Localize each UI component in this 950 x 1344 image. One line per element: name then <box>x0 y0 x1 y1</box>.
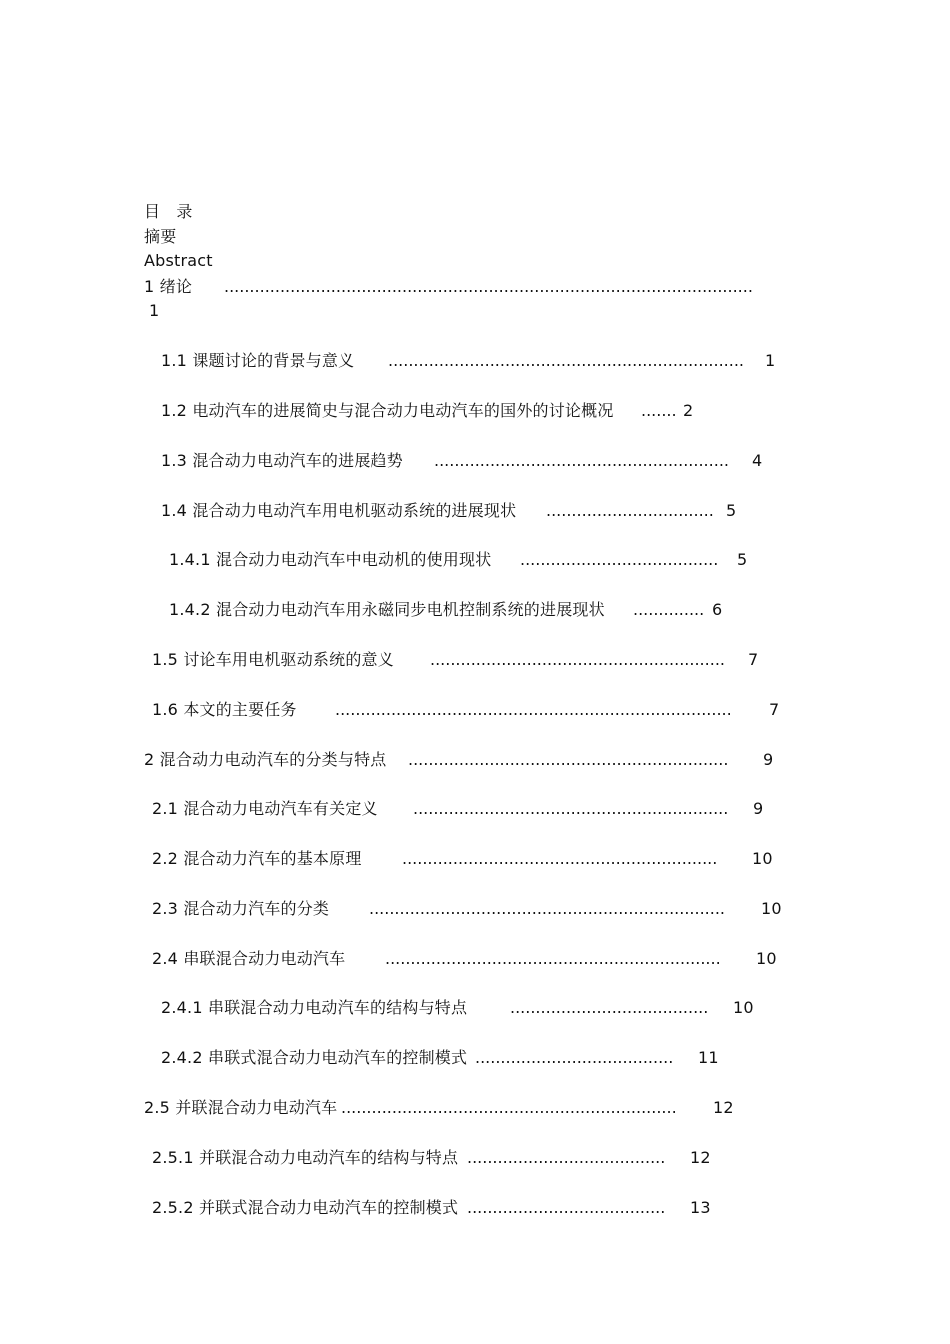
toc-entry-dots: ....................................... <box>510 998 709 1017</box>
toc-entry-label: 2.1 混合动力电动汽车有关定义 <box>152 799 378 818</box>
toc-entry-label: 2.4.2 串联式混合动力电动汽车的控制模式 <box>161 1048 468 1067</box>
toc-entry-dots: .............................................................. <box>402 849 718 868</box>
toc-entry-dots: ...................................................................... <box>369 899 726 918</box>
toc-entry-label: 2.2 混合动力汽车的基本原理 <box>152 849 362 868</box>
toc-entry-dots: ...................................................................... <box>388 351 745 370</box>
toc-entry-dots: ....................................... <box>520 550 719 569</box>
toc-entry-label: 1.5 讨论车用电机驱动系统的意义 <box>152 650 394 669</box>
toc-entry-page: 12 <box>713 1098 734 1117</box>
toc-entry-page: 1 <box>149 301 160 320</box>
toc-entry-label: 1.4.2 混合动力电动汽车用永磁同步电机控制系统的进展现状 <box>169 600 605 619</box>
toc-entry-label: 1.6 本文的主要任务 <box>152 700 297 719</box>
toc-entry-label: 1.4.1 混合动力电动汽车中电动机的使用现状 <box>169 550 492 569</box>
toc-abstract-cn: 摘要 <box>144 227 177 246</box>
toc-entry-dots: ....................................... <box>467 1148 666 1167</box>
toc-entry-page: 13 <box>690 1198 711 1217</box>
toc-abstract-en: Abstract <box>144 251 213 270</box>
toc-entry-label: 1.1 课题讨论的背景与意义 <box>161 351 355 370</box>
toc-entry-label: 2.5 并联混合动力电动汽车 <box>144 1098 338 1117</box>
toc-entry-page: 5 <box>737 550 748 569</box>
toc-entry-label: 2.3 混合动力汽车的分类 <box>152 899 330 918</box>
toc-entry-label: 2.5.2 并联式混合动力电动汽车的控制模式 <box>152 1198 459 1217</box>
toc-entry-page: 1 <box>765 351 776 370</box>
toc-entry-page: 9 <box>753 799 764 818</box>
toc-entry-dots: .............. <box>633 600 705 619</box>
toc-entry-page: 10 <box>733 998 754 1017</box>
toc-entry-dots: .......................................................... <box>430 650 725 669</box>
toc-entry-dots: .......................................................... <box>434 451 729 470</box>
toc-entry-label: 1 绪论 <box>144 277 193 296</box>
toc-entry-dots: .................................................................. <box>385 949 721 968</box>
toc-entry-dots: ....... <box>641 401 677 420</box>
toc-title: 目 录 <box>144 202 193 221</box>
toc-entry-label: 1.4 混合动力电动汽车用电机驱动系统的进展现状 <box>161 501 517 520</box>
toc-entry-dots: ................................. <box>546 501 714 520</box>
toc-entry-page: 10 <box>752 849 773 868</box>
toc-entry-dots: .............................................................................. <box>335 700 732 719</box>
toc-entry-dots: .............................................................. <box>413 799 729 818</box>
toc-entry-dots: ........................................................................................................ <box>224 277 753 296</box>
toc-entry-dots: ....................................... <box>467 1198 666 1217</box>
toc-entry-page: 6 <box>712 600 723 619</box>
toc-entry-page: 2 <box>683 401 694 420</box>
toc-entry-page: 10 <box>756 949 777 968</box>
toc-entry-page: 9 <box>763 750 774 769</box>
toc-entry-label: 2.5.1 并联混合动力电动汽车的结构与特点 <box>152 1148 459 1167</box>
toc-entry-label: 1.3 混合动力电动汽车的进展趋势 <box>161 451 403 470</box>
toc-entry-label: 2.4 串联混合动力电动汽车 <box>152 949 346 968</box>
toc-entry-label: 2 混合动力电动汽车的分类与特点 <box>144 750 387 769</box>
toc-entry-page: 12 <box>690 1148 711 1167</box>
toc-entry-dots: .................................................................. <box>341 1098 677 1117</box>
toc-entry-label: 2.4.1 串联混合动力电动汽车的结构与特点 <box>161 998 468 1017</box>
toc-entry-page: 10 <box>761 899 782 918</box>
toc-entry-dots: ....................................... <box>475 1048 674 1067</box>
toc-entry-page: 7 <box>748 650 759 669</box>
toc-entry-label: 1.2 电动汽车的进展简史与混合动力电动汽车的国外的讨论概况 <box>161 401 614 420</box>
toc-entry-page: 5 <box>726 501 737 520</box>
toc-entry-page: 11 <box>698 1048 719 1067</box>
toc-entry-page: 7 <box>769 700 780 719</box>
toc-entry-dots: ............................................................... <box>408 750 729 769</box>
toc-entry-page: 4 <box>752 451 763 470</box>
